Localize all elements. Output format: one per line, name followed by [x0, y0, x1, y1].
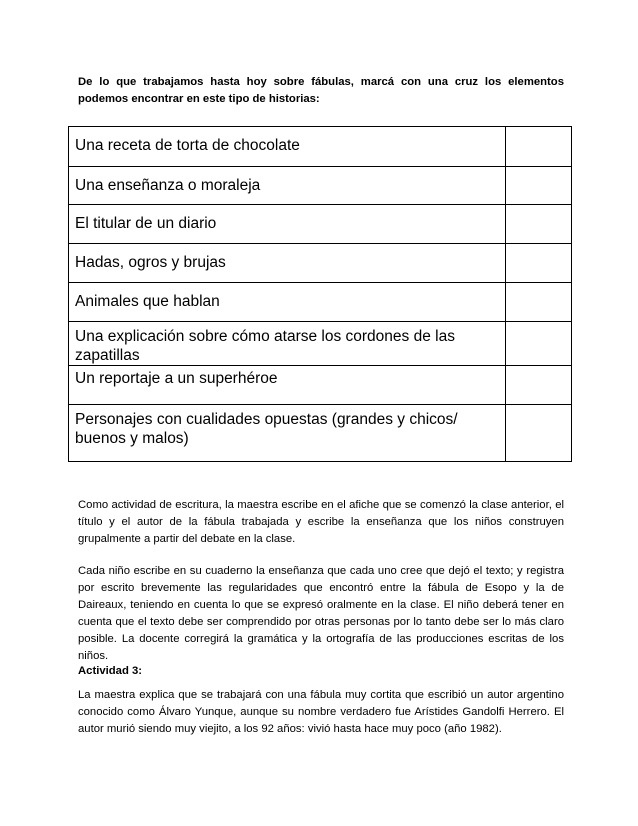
checklist-checkbox[interactable]	[505, 127, 571, 167]
checklist-row	[69, 405, 572, 462]
checklist-item-label: Una receta de torta de chocolate	[69, 127, 506, 167]
checklist-checkbox[interactable]	[505, 283, 571, 322]
checklist-checkbox[interactable]	[505, 167, 571, 205]
checklist-row	[69, 205, 572, 244]
checklist-item-label: Un reportaje a un superhéroe	[69, 366, 506, 405]
fable-elements-checklist	[68, 126, 572, 462]
checklist-item-label: Hadas, ogros y brujas	[69, 244, 506, 283]
checklist-item-label: Una explicación sobre cómo atarse los cordones de las zapatillas	[69, 322, 506, 366]
author-paragraph: La maestra explica que se trabajará con una fábula muy cortita que escribió un autor argentino conocido como Álvaro Yunque, aunque su nombre verdadero fue Arístides Gandolfi Herrero. El autor murió siendo muy viejito, a los 92 años: vivió hasta hace muy poco (año 1982).	[78, 689, 564, 735]
checklist-row	[69, 244, 572, 283]
instructions-text: De lo que trabajamos hasta hoy sobre fábulas, marcá con una cruz los elementos podemos encontrar en este tipo de historias:	[78, 76, 564, 105]
checklist-row	[69, 283, 572, 322]
writing-activity-paragraph: Como actividad de escritura, la maestra escribe en el afiche que se comenzó la clase anterior, el título y el autor de la fábula trabajada y escribe la enseñanza que los niños construyen grupalmente a partir del debate en la clase.	[78, 499, 564, 545]
checklist-row	[69, 322, 572, 366]
checklist-row	[69, 366, 572, 405]
checklist-checkbox[interactable]	[505, 244, 571, 283]
checklist-checkbox[interactable]	[505, 405, 571, 462]
checklist-checkbox[interactable]	[505, 322, 571, 366]
checklist-item-label: Animales que hablan	[69, 283, 506, 322]
checklist-item-label: El titular de un diario	[69, 205, 506, 244]
checklist-checkbox[interactable]	[505, 366, 571, 405]
activity-heading: Actividad 3:	[78, 665, 143, 677]
checklist-item-label: Personajes con cualidades opuestas (grandes y chicos/ buenos y malos)	[69, 405, 506, 462]
checklist-row	[69, 127, 572, 167]
checklist-row	[69, 167, 572, 205]
checklist-item-label: Una enseñanza o moraleja	[69, 167, 506, 205]
checklist-checkbox[interactable]	[505, 205, 571, 244]
notebook-paragraph: Cada niño escribe en su cuaderno la enseñanza que cada uno cree que dejó el texto; y registra por escrito brevemente las regularidades que encontró entre la fábula de Esopo y la de Daireaux, teniendo en cuenta lo que se expresó oralmente en la clase. El niño deberá tener en cuenta que el texto debe ser comprendido por otras personas por lo tanto debe ser lo más claro posible. La docente corregirá la gramática y la ortografía de las producciones escritas de los niños.	[78, 565, 564, 662]
